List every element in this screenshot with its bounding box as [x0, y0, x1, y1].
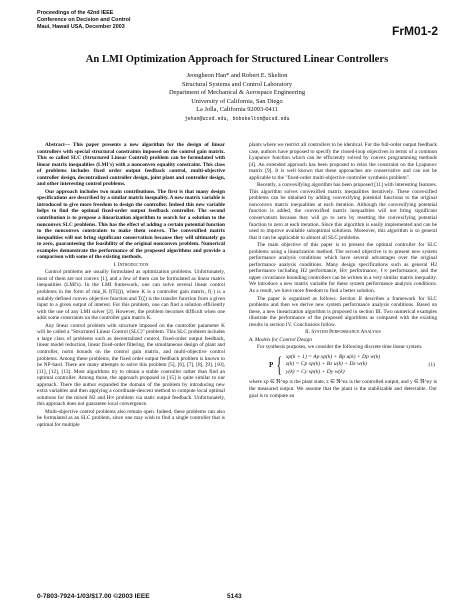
author-email: jehan@ucsd.edu, bobskelton@ucsd.edu [184, 115, 290, 122]
author-names: Jeongheon Han* and Robert E. Skelton [186, 72, 288, 79]
affiliation-line-3: University of California, San Diego [191, 97, 283, 105]
section-title-introduction: I. Introduction [113, 261, 149, 268]
footer-isbn: 0-7803-7924-1/03/$17.00 ©2003 IEEE [37, 593, 150, 600]
paper-title: An LMI Optimization Approach for Structured Linear Controllers [85, 54, 389, 65]
intro-paragraph-1: Control problems are usually formulated as optimization problems. Unfortunately, most of them are not convex [1], and a few of them can be formulated as linear matrix inequalities (LMI's). In the LMI framework, one can solve several linear control problems in the form of min_K f(T(ζ)), where K is a controller gain matrix, f(·) is a suitably defined convex objective function and T(ζ) is the transfer function from a given input to a given output of interest. For this problem, one can find a solution efficiently with the use of any LMI solver [2]. However, the problem becomes difficult when one adds some constraints on the controller gain matrix K. [37, 269, 225, 322]
affiliation-line-2: Department of Mechanical & Aerospace Engineering [168, 89, 306, 97]
right-paragraph-3: The main objective of this paper is to present the optimal controller for SLC problems using a linearization method. The second objective is to present new system performance analysis conditions which have several advantages over the original performance analysis conditions. Many design specifications such as general H2 performance including H2 performance, H∞ performance, ℓ∞ performance, and the upper covariance bounding controllers can be written in a very similar matrix inequality. We introduce a new matrix variable for these system performance analysis conditions. As a result, we have more freedom to find a better solution. [249, 242, 437, 295]
affiliation-line-4: La Jolla, California 92093-0411 [196, 106, 278, 114]
subsection-title-models: A. Models for Control Design [249, 336, 312, 343]
right-paragraph-4: The paper is organized as follows. Section II describes a framework for SLC problems and then we derive new system performance analysis conditions. Based on these, a new linearization algorithm is proposed in section III. Two numerical examples illustrate the performance of the proposed algorithms as compared with the existing results in section IV. Conclusions follow. [249, 295, 437, 328]
system-equation [249, 354, 437, 377]
equation-number: (1) [428, 361, 435, 368]
author-block [0, 72, 474, 124]
abstract-paragraph-1: Abstract— This paper presents a new algorithm for the design of linear controllers with special structural constraints imposed on the control gain matrix. This so called SLC (Structured Linear Control) problem can be formulated with linear matrix inequalities (LMI's) with a nonconvex equality constraint. This class of problems includes fixed order output feedback control, multi-objective controller design, decentralized controller design, joint plant and controller design, and other interesting control problems. [37, 142, 225, 188]
proceedings-line-1: Proceedings of the 42nd IEEE [37, 10, 114, 16]
right-column [249, 142, 437, 400]
proceedings-line-3: Maui, Hawaii USA, December 2003 [37, 24, 125, 30]
equation-lines [286, 354, 429, 377]
right-paragraph-1: plants where we restrict all controllers to be identical. For the full-order output feedback case, authors have proposed to specify the closed-loop objectives in terms of a common Lyapunov function which can be efficiently solved by convex programming methods [4]. An extended approach has been proposed to relax the constraint on the Lyapunov matrix [9]. It is well known that these approaches are conservative and can not be applicable to the "fixed-order multi-objective controller synthesis problem". [249, 142, 437, 181]
proceedings-line-2: Conference on Decision and Control [37, 17, 131, 23]
after-equation-paragraph: where xp ∈ ℜ^np is the plant state, z ∈ ℜ^nz is the controlled output, and y ∈ ℜ^ny is the measured output. We assume that the plant is the stabilizable and detectable. Our goal is to compute an [249, 379, 437, 399]
brace-glyph: { [276, 352, 283, 378]
equation-line-1: xp(k + 1) = Ap xp(k) + Bp u(k) + Dp w(k) [285, 353, 381, 360]
proceedings-header [37, 10, 130, 31]
right-paragraph-2: Recently, a convexifying algorithm has been proposed [11] with interesting features. This algorithm solves convexified matrix inequalities iteratively. These convexified problems can be obtained by adding convexifying potential functions to the original nonconvex matrix inequalities at each iteration. Although the convexifying potential function is added, the convexified matrix inequalities will not bring significant conservatism because they will go to zero by resetting the convexifying potential function to zero at each iteration. Since this algorithm is easily implemented and can be used to improve available suboptimal solutions. Moreover, this algorithm is so general that it can be applicable to almost all SLC problems. [249, 182, 437, 241]
footer-page-number: 5143 [227, 593, 242, 600]
left-column [37, 142, 225, 430]
affiliation-line-1: Structural Systems and Control Laboratory [181, 80, 293, 88]
paper-id: FrM01-2 [391, 24, 438, 38]
section-title-performance: II. System Performance Analysis [305, 329, 381, 336]
equation-line-2: z(k) = Cp xp(k) + Bz u(k) + Dz w(k) [285, 361, 367, 368]
subsection-paragraph: For synthesis purposes, we consider the following discrete time linear system. [257, 344, 423, 351]
intro-paragraph-2: Any linear control problem with structure imposed on the controller parameter K will be called a "Structured Linear Control (SLC)" problem. This SLC problem includes a large class of problems such as decentralized control, fixed-order output feedback, linear model reduction, linear fixed-order filtering, the simultaneous design of plant and controller, norm bounds on the control gain matrix, and multi-objective control problems. Among these problems, the fixed order output feedback problem is known to be NP-hard. There are many attempts to solve this problem [5], [6], [7], [8], [9], [10], [11], [12], [13]. Most algorithms try to obtain a stable controller rather than find an optimal controller. Among those, the approach proposed in [15] is quite similar to our approach. There the author expanded the domain of the problem by introducing new extra variables and then applying a coordinate-descent method to compute local optimal solutions for the mixed H2 and H∞ problem via static output feedback. Unfortunately, this approach does not guarantee local convergence. [37, 322, 225, 408]
intro-paragraph-3: Multi-objective control problems also remain open. Indeed, these problems can also be formulated as an SLC problem, since one may wish to find a single controller that is optimal for multiple [37, 408, 225, 428]
system-label: P [269, 360, 274, 369]
equation-line-3: y(k) = Cy xp(k) + Dy w(k) [285, 368, 345, 375]
abstract-paragraph-2: Our approach includes two main contributions. The first is that many design specifications are described by a similar matrix inequality. A new matrix variable is introduced to give more freedom to design the controller. Indeed this new variable helps to find the optimal fixed-order output feedback controller. The second contribution is to propose a linearization algorithm to search for a solution to the nonconvex SLC problems. This has the effect of adding a certain potential function to the nonconvex constraints to make them convex. The convexified matrix inequalities will not bring significant conservatism because they will ultimately go to zero, guaranteeing the feasibility of the original nonconvex problem. Numerical examples demonstrate the performance of the proposed algorithms and provide a comparison with some of the existing methods. [37, 188, 225, 261]
